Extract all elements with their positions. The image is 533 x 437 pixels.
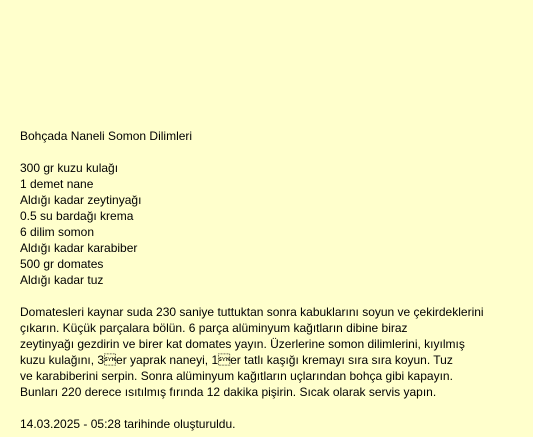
ingredient-item: Aldığı kadar tuz bbox=[20, 273, 104, 287]
instruction-line: ve karabiberini serpin. Sonra alüminyum kağıtların uçlarından bohça gibi kapayın. bbox=[20, 369, 453, 383]
ingredient-item: 6 dilim somon bbox=[20, 225, 95, 239]
instruction-line: kuzu kulağını, 3er yaprak naneyi, 1er tatlı kaşığı kremayı sıra sıra koyun. Tuz bbox=[20, 353, 453, 367]
ingredient-item: Aldığı kadar zeytinyağı bbox=[20, 193, 142, 207]
ingredient-item: Aldığı kadar karabiber bbox=[20, 241, 138, 255]
recipe-instructions bbox=[20, 304, 520, 400]
instruction-line: Domatesleri kaynar suda 230 saniye tuttuktan sonra kabuklarını soyun ve çekirdeklerini bbox=[20, 305, 484, 319]
recipe-title: Bohçada Naneli Somon Dilimleri bbox=[20, 129, 193, 143]
ingredient-list bbox=[20, 160, 520, 288]
ingredient-item: 1 demet nane bbox=[20, 177, 94, 191]
created-timestamp: 14.03.2025 - 05:28 tarihinde oluşturuldu. bbox=[20, 417, 236, 431]
instruction-line: Bunları 220 derece ısıtılmış fırında 12 dakika pişirin. Sıcak olarak servis yapın. bbox=[20, 385, 437, 399]
instruction-line: zeytinyağı gezdirin ve birer kat domates yayın. Üzerlerine somon dilimlerini, kıyılmış bbox=[20, 337, 465, 351]
ingredient-item: 0.5 su bardağı krema bbox=[20, 209, 134, 223]
ingredient-item: 500 gr domates bbox=[20, 257, 104, 271]
instruction-line: çıkarın. Küçük parçalara bölün. 6 parça alüminyum kağıtların dibine biraz bbox=[20, 321, 408, 335]
ingredient-item: 300 gr kuzu kulağı bbox=[20, 161, 119, 175]
recipe-page bbox=[20, 128, 520, 432]
